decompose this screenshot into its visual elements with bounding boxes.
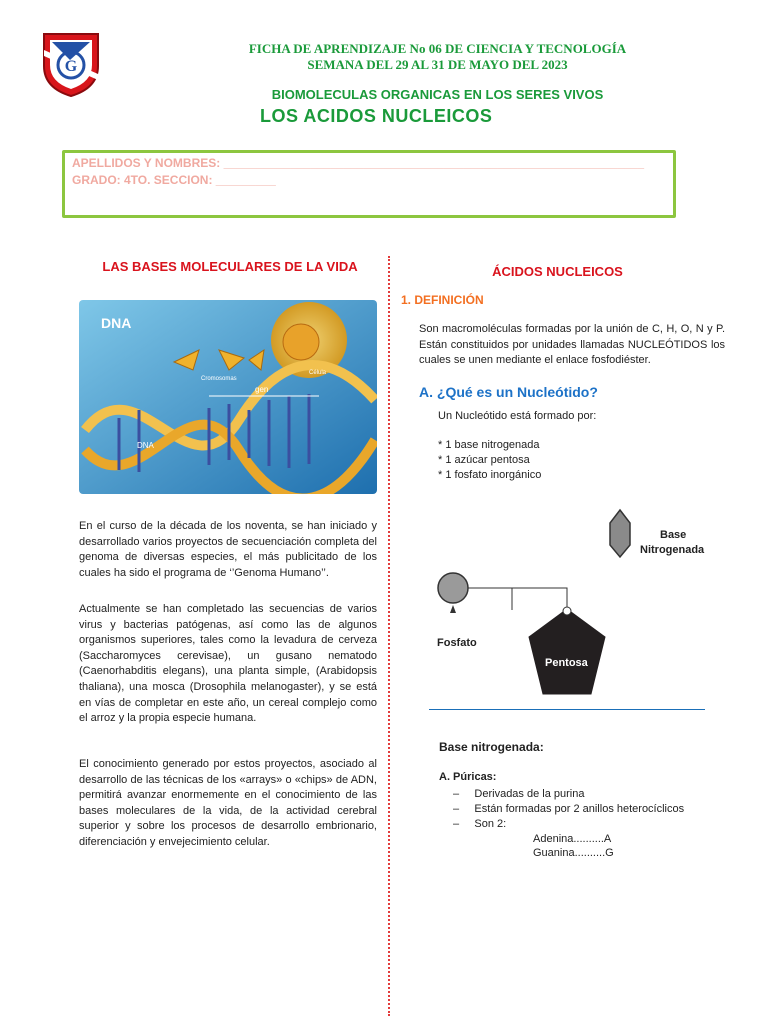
puricas-item-1: – Derivadas de la purina — [453, 788, 585, 800]
column-divider — [388, 256, 390, 1016]
base-heading: Base nitrogenada: — [439, 740, 544, 754]
header-line-1: FICHA DE APRENDIZAJE No 06 DE CIENCIA Y TECNOLOGÍA — [248, 41, 627, 56]
helix-label: DNA — [137, 441, 154, 450]
chromosome-label: Cromosomas — [201, 376, 237, 382]
gene-label: gen — [255, 385, 269, 394]
logo-letter: G — [64, 58, 78, 75]
nucleotide-item-2: * 1 azúcar pentosa — [438, 454, 530, 466]
puricas-item-1-text: Derivadas de la purina — [474, 788, 585, 800]
base-label-1: Base — [660, 529, 687, 541]
subtitle: BIOMOLECULAS ORGANICAS EN LOS SERES VIVOS — [271, 87, 604, 102]
base-hexagon — [610, 510, 630, 557]
base-guanina: Guanina..........G — [533, 847, 614, 859]
right-heading: ÁCIDOS NUCLEICOS — [492, 264, 623, 279]
header-line-2: SEMANA DEL 29 AL 31 DE MAYO DEL 2023 — [307, 57, 568, 72]
base-adenina: Adenina..........A — [533, 833, 612, 845]
names-field[interactable]: APELLIDOS Y NOMBRES: _______________________________________________________________ — [72, 156, 645, 170]
phosphate-circle — [438, 573, 468, 603]
puricas-item-3-text: Son 2: — [474, 818, 507, 830]
grade-field[interactable]: GRADO: 4TO. SECCION: _________ — [72, 173, 276, 187]
definition-heading: 1. DEFINICIÓN — [401, 293, 484, 307]
puricas-item-2-text: Están formadas por 2 anillos heterocíclicos — [474, 803, 685, 815]
puricas-heading: A. Púricas: — [439, 771, 497, 783]
nucleotide-item-3: * 1 fosfato inorgánico — [438, 469, 542, 481]
phosphate-label: Fosfato — [437, 637, 477, 649]
nucleotide-intro: Un Nucleótido está formado por: — [438, 410, 597, 422]
page-title: LOS ACIDOS NUCLEICOS — [260, 106, 493, 126]
left-paragraph-3: El conocimiento generado por estos proyectos, asociado al desarrollo de las técnicas de los «arrays» o «chips» de ADN, permitirá avanzar enormemente en el conocimiento de las bases moleculares de la vida, de la actividad cerebral superior y sobre los procesos de desarrollo embrionario, diferenciación y envejecimiento celular. — [79, 758, 377, 848]
puricas-item-2: – Están formadas por 2 anillos heterocíclicos — [453, 803, 685, 815]
cell-label: Célula — [309, 370, 327, 376]
pentose-label: Pentosa — [545, 657, 588, 669]
nucleotide-item-1: * 1 base nitrogenada — [438, 439, 540, 451]
puricas-item-3: – Son 2: — [453, 818, 507, 830]
dna-image — [79, 300, 377, 494]
nucleotide-heading: A. ¿Qué es un Nucleótido? — [419, 384, 598, 400]
base-label-2: Nitrogenada — [640, 544, 705, 556]
pentose-pentagon — [529, 609, 605, 694]
definition-text: Son macromoléculas formadas por la unión de C, H, O, N y P. Están constituidos por unidades llamadas NUCLEÓTIDOS los cuales se unen mediante el enlace fosfodiéster. — [419, 323, 725, 367]
left-paragraph-2: Actualmente se han completado las secuencias de varios virus y bacterias patógenas, así como las de algunos organismos superiores, tales como la levadura de cerveza (Saccharomyces cerevisae), un gusano nematodo (Caenorhabditis elegans), una planta simple, (Arabidopsis thaliana), una mosca (Drosophila melanogaster), y se está en vías de completar en este año, un cereal complejo como el arroz y la propia especie humana. — [79, 603, 377, 725]
left-heading: LAS BASES MOLECULARES DE LA VIDA — [102, 259, 358, 274]
left-paragraph-1: En el curso de la década de los noventa, se han iniciado y desarrollado varios proyectos de secuenciación completa del genoma de diversas especies, el más publicitado de los cuales ha sido el programa de ‘’Genoma Humano’’. — [79, 520, 377, 579]
dna-logo-text: DNA — [101, 315, 132, 331]
section-separator — [429, 709, 705, 710]
school-logo — [40, 30, 102, 98]
